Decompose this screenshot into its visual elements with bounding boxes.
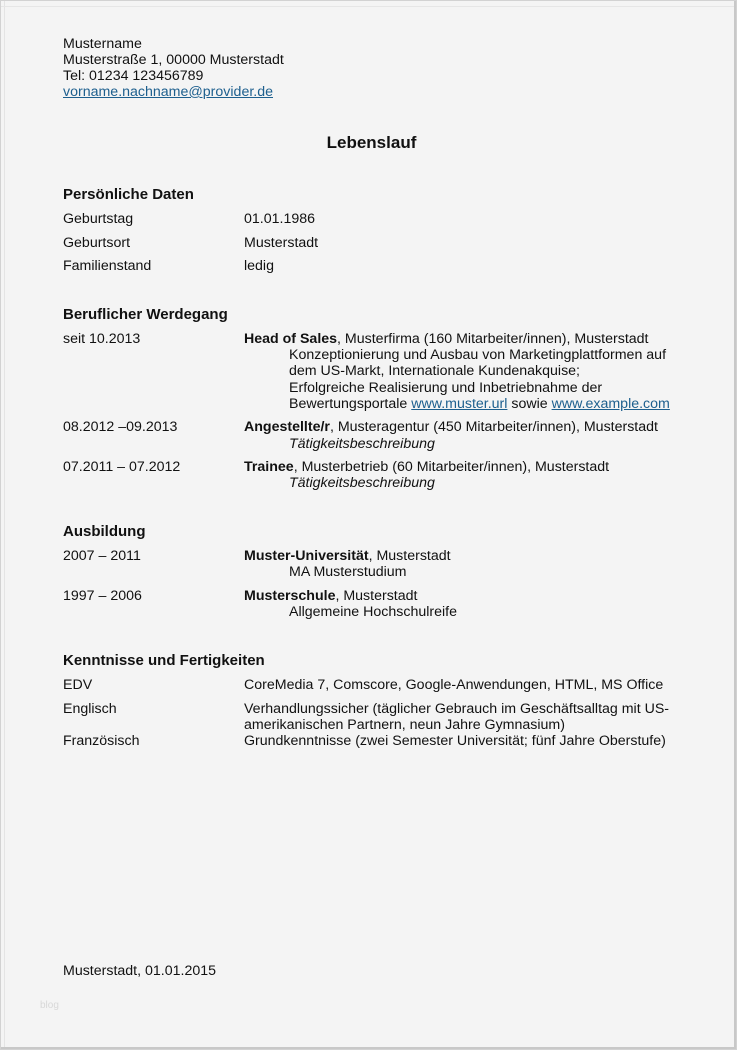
skill-label: Französisch [63,733,140,749]
watermark: blog [40,1000,59,1011]
skill-value: CoreMedia 7, Comscore, Google-Anwendungen, HTML, MS Office [244,677,664,693]
section-heading-skills: Kenntnisse und Fertigkeiten [63,652,265,669]
education-period: 2007 – 2011 [63,548,141,564]
personal-label: Geburtsort [63,235,131,251]
education-institution: Musterschule [244,588,336,604]
career-entry-header [244,331,649,347]
education-place: , Musterstadt [368,548,451,564]
document-title: Lebenslauf [326,133,417,152]
sender-phone: Tel: 01234 123456789 [63,68,204,84]
career-org: , Musterfirma (160 Mitarbeiter/innen), Musterstadt [337,331,649,347]
education-institution: Muster-Universität [244,548,369,564]
personal-value: 01.01.1986 [244,211,316,227]
education-entry-header [244,548,451,564]
personal-value: ledig [244,258,274,274]
sender-address: Musterstraße 1, 00000 Musterstadt [63,52,284,68]
career-period: seit 10.2013 [63,331,141,347]
signature-place-date: Musterstadt, 01.01.2015 [63,963,217,979]
career-period: 08.2012 –09.2013 [63,419,178,435]
skill-value: Verhandlungssicher (täglicher Gebrauch im Geschäftsalltag mit US- [244,701,670,717]
career-entry-header [244,459,609,475]
section-heading-personal: Persönliche Daten [63,186,194,203]
section-heading-education: Ausbildung [63,523,146,540]
personal-label: Familienstand [63,258,152,274]
education-detail: Allgemeine Hochschulreife [289,604,457,620]
skill-label: Englisch [63,701,117,717]
cv-page [1,1,736,1049]
career-role: Trainee [244,459,294,475]
skill-label: EDV [63,677,93,693]
personal-label: Geburtstag [63,211,134,227]
career-detail: dem US-Markt, Internationale Kundenakquise; [289,363,581,379]
career-detail: Tätigkeitsbeschreibung [289,475,435,491]
sender-email-link[interactable]: vorname.nachname@provider.de [63,84,273,100]
education-place: , Musterstadt [335,588,418,604]
career-detail: Erfolgreiche Realisierung und Inbetriebnahme der [289,380,603,396]
education-period: 1997 – 2006 [63,588,142,604]
career-org: , Musteragentur (450 Mitarbeiter/innen), Musterstadt [329,419,658,435]
career-org: , Musterbetrieb (60 Mitarbeiter/innen), Musterstadt [293,459,610,475]
career-detail-text: sowie [507,396,552,412]
muster-url-link[interactable]: www.muster.url [411,396,508,412]
career-detail-text: Bewertungsportale [289,396,412,412]
career-entry-header [244,419,658,435]
career-period: 07.2011 – 07.2012 [63,459,181,475]
skill-value: amerikanischen Partnern, neun Jahre Gymnasium) [244,717,565,733]
skill-value: Grundkenntnisse (zwei Semester Universität; fünf Jahre Oberstufe) [244,733,666,749]
career-role: Angestellte/r [244,419,330,435]
education-detail: MA Musterstudium [289,564,407,580]
career-role: Head of Sales [244,331,338,347]
career-detail: Tätigkeitsbeschreibung [289,436,435,452]
education-entry-header [244,588,417,604]
section-heading-career: Beruflicher Werdegang [63,306,228,323]
personal-value: Musterstadt [244,235,319,251]
career-detail: Konzeptionierung und Ausbau von Marketingplattformen auf [289,347,667,363]
sender-name: Mustername [63,36,142,52]
career-detail-links [289,396,670,412]
example-com-link[interactable]: www.example.com [551,396,670,412]
